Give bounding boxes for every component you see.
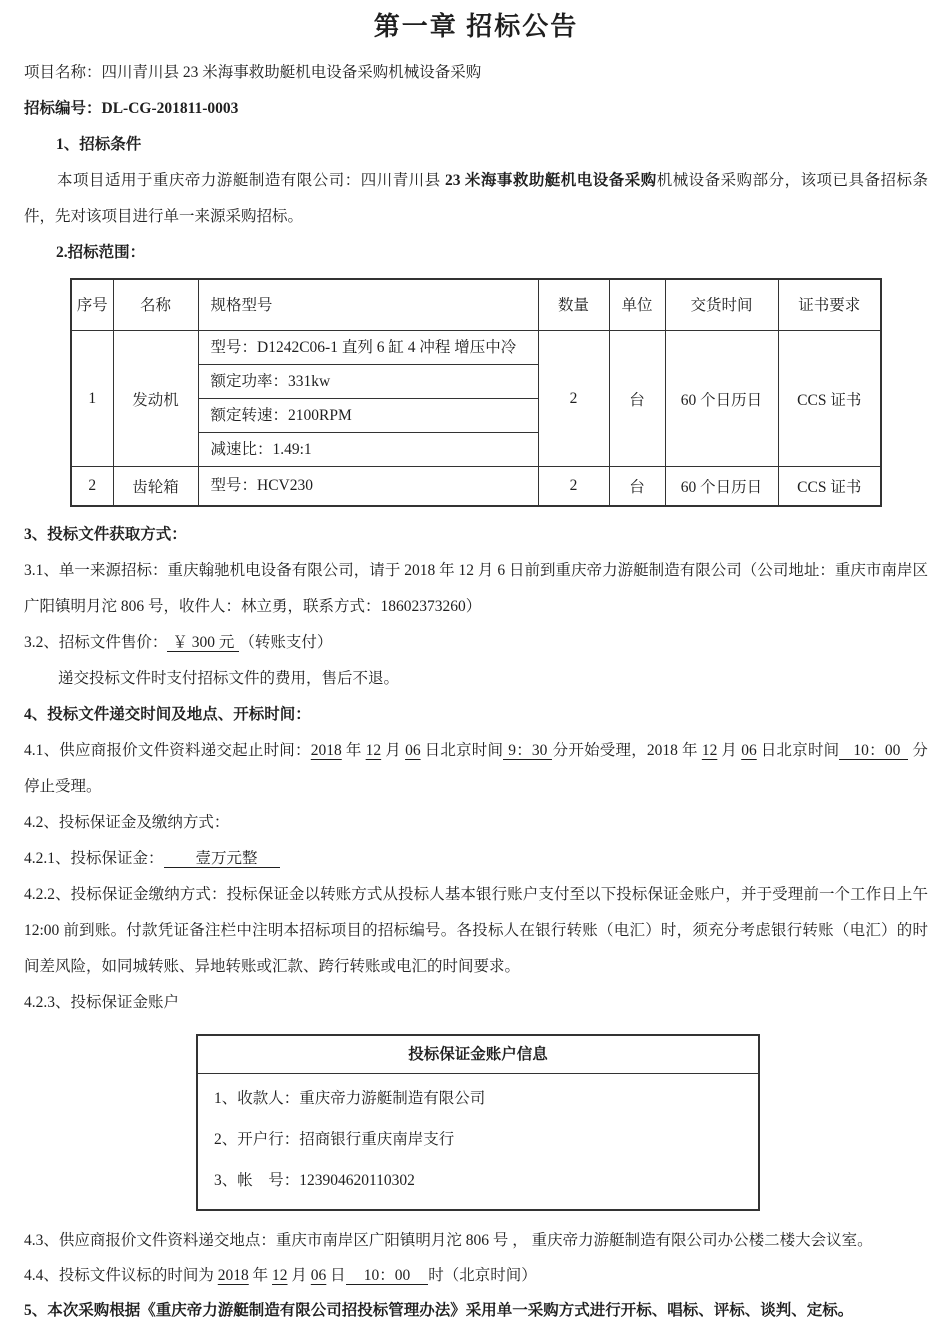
tender-number-line: 招标编号：DL-CG-201811-0003 (24, 100, 239, 117)
deposit-account-box-title: 投标保证金账户信息 (198, 1036, 758, 1074)
start-year-value: 2018 (310, 742, 342, 759)
engine-delivery-cell: 60 个日历日 (665, 331, 778, 467)
negotiation-month-value: 12 (272, 1267, 288, 1284)
section-1-heading: 1、招标条件 (56, 136, 142, 153)
clause-3-2 (24, 625, 928, 661)
negotiation-time-value: 10：00 (346, 1267, 429, 1285)
engine-cert-cell: CCS 证书 (778, 331, 881, 467)
clause-4-1 (24, 733, 928, 805)
clause-4-1-text: 日北京时间 (756, 742, 840, 759)
header-unit: 单位 (609, 279, 665, 331)
deposit-amount-value: 壹万元整 (164, 850, 280, 868)
header-cert: 证书要求 (778, 279, 881, 331)
clause-4-1-text: 年 (341, 742, 366, 759)
start-month-value: 12 (365, 742, 382, 759)
clause-4-4-text: 日 (326, 1267, 346, 1284)
header-delivery: 交货时间 (665, 279, 778, 331)
section-5-paragraph: 5、本次采购根据《重庆帝力游艇制造有限公司招投标管理办法》采用单一采购方式进行开标、唱标、评标、谈判、定标。 (24, 1302, 854, 1319)
engine-spec-speed-cell: 额定转速：2100RPM (198, 399, 538, 433)
gearbox-serial-cell: 2 (71, 467, 113, 507)
end-day-value: 06 (741, 742, 757, 759)
clause-4-3: 4.3、供应商报价文件资料递交地点：重庆市南岸区广阳镇明月沱 806 号 ， 重庆帝力游艇制造有限公司办公楼二楼大会议室。 (24, 1232, 873, 1249)
engine-spec-ratio-cell: 减速比：1.49:1 (198, 433, 538, 467)
gearbox-unit-cell: 台 (609, 467, 665, 507)
clause-4-4-label: 4.4、投标文件议标的时间为 (24, 1267, 218, 1284)
clause-4-2-1 (24, 841, 928, 877)
negotiation-day-value: 06 (310, 1267, 327, 1284)
section-4-heading: 4、投标文件递交时间及地点、开标时间： (24, 706, 311, 723)
engine-spec-model-cell: 型号：D1242C06-1 直列 6 缸 4 冲程 增压中冷 (198, 331, 538, 365)
clause-4-1-text: 分开始受理，2018 年 (552, 742, 702, 759)
section-2-heading: 2.招标范围： (56, 244, 146, 261)
clause-4-2-2: 4.2.2、投标保证金缴纳方式：投标保证金以转账方式从投标人基本银行账户支付至以下投标保证金账户，并于受理前一个工作日上午 12:00 前到账。付款凭证备注栏中注明本招标项目的招标编号。各投标人在银行转账（电汇）时，须充分考虑银行转账（电汇）的时间差风险，如同城转账、异地转账或汇款、跨行转账或电汇的时间要求。 (24, 886, 928, 975)
clause-3-2-label: 3.2、招标文件售价： (24, 634, 168, 651)
end-month-value: 12 (701, 742, 718, 759)
gearbox-qty-cell: 2 (538, 467, 609, 507)
start-time-value: 9：30 (503, 742, 552, 760)
section-3-heading: 3、投标文件获取方式： (24, 526, 187, 543)
clause-4-4 (24, 1258, 928, 1293)
clause-4-1-text: 分停止受理。 (24, 742, 928, 795)
end-time-minute-value: 00 (885, 742, 909, 760)
table-row-engine (71, 331, 881, 365)
scope-table (70, 278, 882, 507)
clause-3-2-note: 递交投标文件时支付招标文件的费用，售后不退。 (58, 670, 400, 687)
header-serial: 序号 (71, 279, 113, 331)
section-1-paragraph-pre: 本项目适用于重庆帝力游艇制造有限公司：四川青川县 (57, 172, 446, 189)
deposit-account-box-body (198, 1074, 758, 1209)
clause-3-1: 3.1、单一来源招标：重庆翰驰机电设备有限公司，请于 2018 年 12 月 6 日前到重庆帝力游艇制造有限公司（公司地址：重庆市南岸区广阳镇明月沱 806 号，收件人：林立勇，联系方式：18602373260） (24, 562, 928, 615)
clause-4-1-text: 月 (717, 742, 742, 759)
gearbox-name-cell: 齿轮箱 (113, 467, 198, 507)
engine-qty-cell: 2 (538, 331, 609, 467)
clause-4-2-3: 4.2.3、投标保证金账户 (24, 994, 180, 1011)
scope-table-header-row (71, 279, 881, 331)
page-title: 第一章 招标公告 (373, 12, 579, 41)
gearbox-cert-cell: CCS 证书 (778, 467, 881, 507)
engine-unit-cell: 台 (609, 331, 665, 467)
account-payee-line: 1、收款人：重庆帝力游艇制造有限公司 (214, 1090, 486, 1107)
gearbox-spec-cell: 型号：HCV230 (198, 467, 538, 507)
clause-4-1-text: 日北京时间 (420, 742, 504, 759)
engine-serial-cell: 1 (71, 331, 113, 467)
start-day-value: 06 (405, 742, 421, 759)
clause-3-2-post: （转账支付） (239, 634, 333, 651)
section-1-paragraph (24, 163, 928, 235)
engine-name-cell: 发动机 (113, 331, 198, 467)
section-1-paragraph-bold: 23 米海事救助艇机电设备采购 (445, 172, 657, 189)
account-number-line: 3、帐 号：123904620110302 (214, 1172, 415, 1189)
negotiation-year-value: 2018 (217, 1267, 249, 1284)
clause-4-4-text: 月 (287, 1267, 311, 1284)
project-name-line: 项目名称：四川青川县 23 米海事救助艇机电设备采购机械设备采购 (24, 64, 482, 81)
clause-4-1-text: 月 (381, 742, 406, 759)
section-1-paragraph-post: 机械设备采购部分，该项已具备招标条件，先对该项目进行单一来源采购招标。 (24, 172, 928, 225)
header-spec: 规格型号 (198, 279, 538, 331)
clause-4-2-heading: 4.2、投标保证金及缴纳方式： (24, 814, 230, 831)
header-qty: 数量 (538, 279, 609, 331)
document-tail (24, 1223, 928, 1328)
engine-spec-power-cell: 额定功率：331kw (198, 365, 538, 399)
clause-4-2-1-label: 4.2.1、投标保证金： (24, 850, 164, 867)
header-name: 名称 (113, 279, 198, 331)
clause-4-4-text: 时（北京时间） (428, 1267, 537, 1284)
table-row-gearbox (71, 467, 881, 507)
document-price-value: ￥ 300 元 (167, 634, 239, 652)
deposit-account-box (196, 1034, 760, 1211)
account-bank-line: 2、开户行：招商银行重庆南岸支行 (214, 1131, 455, 1148)
gearbox-delivery-cell: 60 个日历日 (665, 467, 778, 507)
clause-4-1-label: 4.1、供应商报价文件资料递交起止时间： (24, 742, 311, 759)
clause-4-4-text: 年 (248, 1267, 273, 1284)
end-time-hour-value: 10： (839, 742, 884, 760)
